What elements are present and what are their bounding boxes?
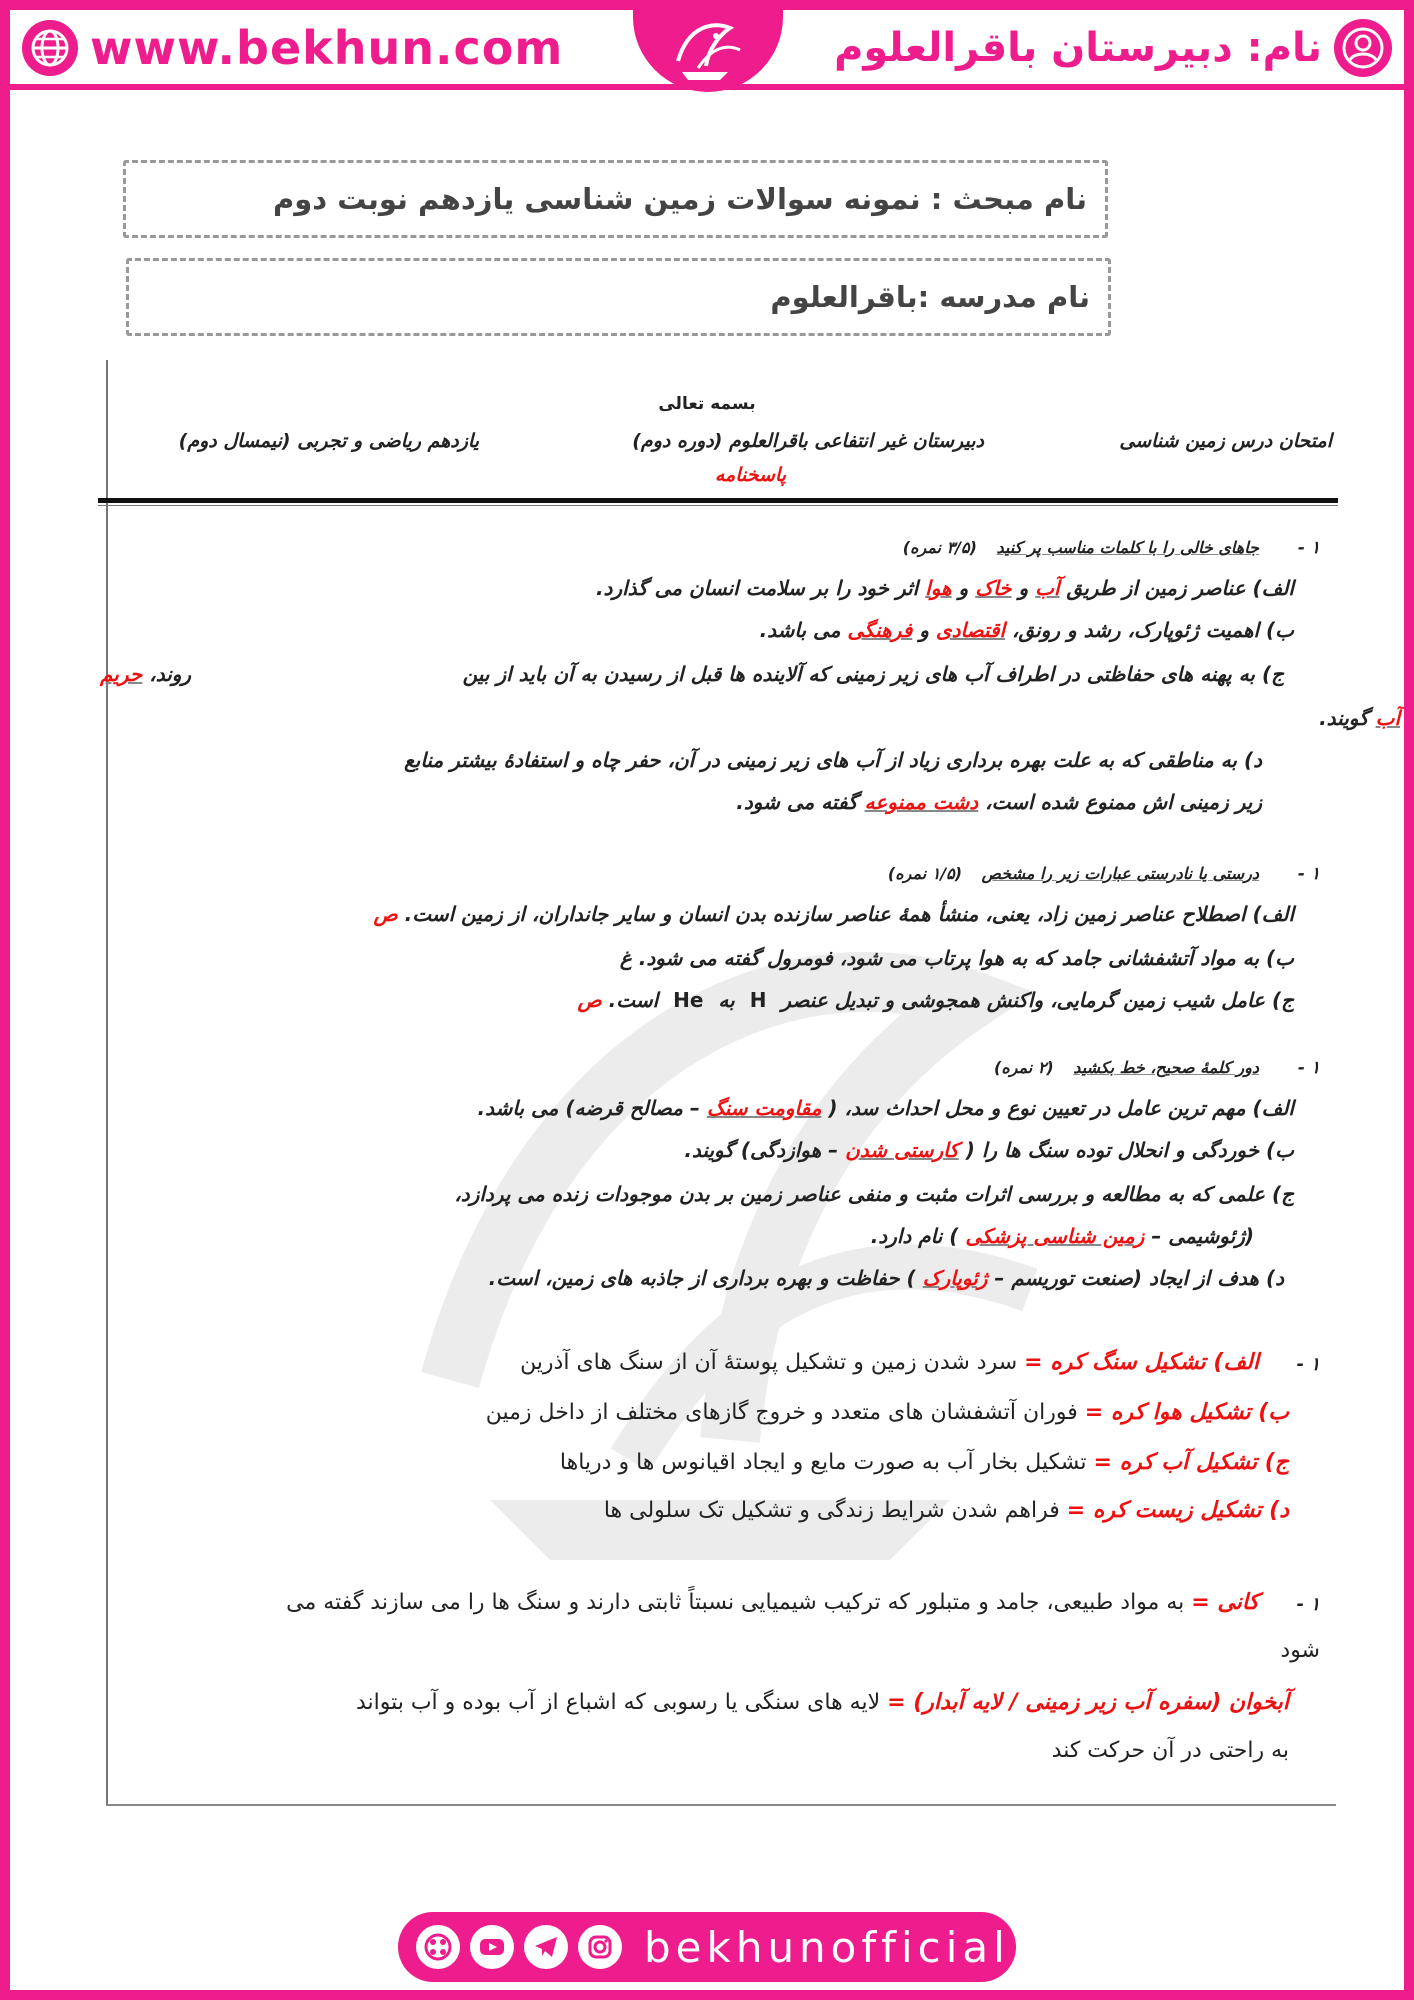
globe-icon bbox=[22, 20, 78, 76]
q1-a-and1: و bbox=[1018, 576, 1029, 600]
youtube-icon[interactable] bbox=[470, 1925, 514, 1969]
q3-a-answer: مقاومت سنگ bbox=[706, 1096, 822, 1120]
site-link[interactable] bbox=[22, 18, 563, 78]
site-url: www.bekhun.com bbox=[90, 21, 564, 75]
q2-c-mid: به bbox=[718, 988, 735, 1012]
instagram-icon[interactable] bbox=[578, 1925, 622, 1969]
q1-c-answer: آب bbox=[1375, 706, 1400, 730]
q1-c-side-answer: حریم bbox=[100, 662, 143, 686]
q1-a-ans2: خاک bbox=[975, 576, 1012, 600]
school-title: نام مدرسه :باقرالعلوم bbox=[770, 280, 1090, 314]
q1-b-and: و bbox=[919, 618, 929, 642]
q1-a bbox=[596, 576, 1294, 600]
q4-a-text: سرد شدن زمین و تشکیل پوستهٔ آن از سنگ های آذرین bbox=[520, 1350, 1018, 1375]
q1-b-ans2: فرهنگی bbox=[847, 618, 913, 642]
q1-c-line1: ج) به پهنه های حفاظتی در اطراف آب های زیر زمینی که آلاینده ها قبل از رسیدن به آن باید از بین bbox=[462, 662, 1284, 686]
q1-d-answer: دشت ممنوعه bbox=[864, 790, 979, 814]
q1-instr-text: جاهای خالی را با کلمات مناسب پر کنید bbox=[996, 538, 1259, 557]
q2-a-text: الف) اصطلاح عناصر زمین زاد، یعنی، منشأ همهٔ عناصر سازنده بدن انسان و سایر جانداران، از زمین است. bbox=[404, 902, 1294, 926]
q5-a-label: کانی = bbox=[1191, 1590, 1259, 1615]
q2-instruction bbox=[888, 864, 1259, 883]
user-icon bbox=[1334, 19, 1392, 77]
q4-d-text: فراهم شدن شرایط زندگی و تشکیل تک سلولی ها bbox=[603, 1498, 1060, 1523]
social-handle: bekhunofficial bbox=[644, 1922, 1010, 1972]
telegram-icon[interactable] bbox=[524, 1925, 568, 1969]
q1-instruction bbox=[903, 538, 1259, 557]
topic-box bbox=[123, 160, 1108, 238]
bismillah: بسمه تعالی bbox=[658, 394, 756, 414]
q3-c-text2: ) نام دارد. bbox=[870, 1224, 959, 1248]
q3-c-line2 bbox=[871, 1224, 1254, 1248]
q4-a-label: الف) تشکیل سنگ کره = bbox=[1024, 1350, 1259, 1375]
q1-c-side bbox=[100, 662, 191, 686]
q4-b bbox=[486, 1400, 1289, 1425]
q1-a-ans1: آب bbox=[1035, 576, 1060, 600]
header-divider-thin bbox=[98, 505, 1338, 506]
name-text: نام: دبیرستان باقرالعلوم bbox=[834, 25, 1322, 71]
exam-school: دبیرستان غیر انتفاعی باقرالعلوم (دوره دوم) bbox=[632, 430, 984, 452]
q3-instr-text: دور کلمهٔ صحیح، خط بکشید bbox=[1073, 1058, 1259, 1077]
q2-a-answer: ص bbox=[373, 902, 398, 926]
q5-a-line2: شود bbox=[1280, 1638, 1320, 1663]
q5-b-line1 bbox=[356, 1690, 1289, 1715]
q2-instr-text: درستی یا نادرستی عبارات زیر را مشخص bbox=[981, 864, 1259, 883]
q3-c-text1: (ژئوشیمی – bbox=[1151, 1224, 1254, 1248]
q4-b-label: ب) تشکیل هوا کره = bbox=[1084, 1400, 1289, 1425]
q2-c-text2: است. bbox=[608, 988, 659, 1012]
q1-d-line2 bbox=[736, 790, 1262, 814]
q1-d-text1: زیر زمینی اش ممنوع شده است، bbox=[985, 790, 1262, 814]
q1-c-end: گویند. bbox=[1319, 706, 1369, 730]
q4-c bbox=[560, 1450, 1289, 1475]
q4-b-text: فوران آتشفشان های متعدد و خروج گازهای مختلف از داخل زمین bbox=[485, 1400, 1078, 1425]
q2-c-text1: ج) عامل شیب زمین گرمایی، واکنش همجوشی و تبدیل عنصر bbox=[781, 988, 1294, 1012]
q5-a-line1 bbox=[286, 1590, 1259, 1615]
q5-b-text1: لایه های سنگی یا رسوبی که اشباع از آب بوده و آب بتواند bbox=[355, 1690, 881, 1715]
q1-a-ans3: هوا bbox=[925, 576, 952, 600]
q3-d-text1: د) هدف از ایجاد (صنعت توریسم – bbox=[994, 1266, 1284, 1290]
school-name-label bbox=[834, 18, 1392, 78]
q1-d-text2: گفته می شود. bbox=[736, 790, 858, 814]
q5-b-label: آبخوان (سفره آب زیر زمینی / لایه آبدار) = bbox=[887, 1690, 1289, 1715]
q3-a-text2: – مصالح قرضه) می باشد. bbox=[477, 1096, 700, 1120]
social-footer bbox=[398, 1912, 1016, 1982]
q2-c-element2: He bbox=[673, 988, 704, 1012]
q1-number: ۱ - bbox=[1297, 538, 1320, 558]
q2-c-element1: H bbox=[749, 988, 767, 1012]
q1-b-text1: ب) اهمیت ژئوپارک، رشد و رونق، bbox=[1012, 618, 1294, 642]
q1-b bbox=[760, 618, 1294, 642]
exam-course: امتحان درس زمین شناسی bbox=[1119, 430, 1332, 452]
q4-number: ۱ - bbox=[1296, 1354, 1320, 1375]
q3-d-answer: ژئوپارک bbox=[922, 1266, 988, 1290]
q4-c-text: تشکیل بخار آب به صورت مایع و ایجاد اقیانوس ها و دریاها bbox=[559, 1450, 1087, 1475]
frame-bottom-line bbox=[106, 1804, 1336, 1806]
q3-c-line1: ج) علمی که به مطالعه و بررسی اثرات مثبت و منفی عناصر زمین بر بدن موجودات زنده می پردازد، bbox=[454, 1182, 1294, 1206]
q3-b-text2: – هوازدگی) گویند. bbox=[684, 1138, 839, 1162]
q3-instruction bbox=[994, 1058, 1259, 1077]
q4-a bbox=[520, 1350, 1259, 1375]
q3-number: ۱ - bbox=[1297, 1058, 1320, 1078]
q1-c-side-text: روند، bbox=[149, 662, 192, 686]
q1-c-line2 bbox=[1319, 706, 1400, 730]
q2-number: ۱ - bbox=[1297, 864, 1320, 884]
q3-d bbox=[489, 1266, 1284, 1290]
answer-sheet-label: پاسخنامه bbox=[714, 464, 786, 486]
q2-a bbox=[373, 902, 1294, 926]
q2-b-answer: غ bbox=[619, 946, 632, 970]
school-box bbox=[126, 258, 1111, 336]
q1-a-text2: اثر خود را بر سلامت انسان می گذارد. bbox=[595, 576, 919, 600]
q3-score: (۲ نمره) bbox=[994, 1058, 1054, 1077]
q3-b-text1: ب) خوردگی و انحلال توده سنگ ها را ( bbox=[965, 1138, 1294, 1162]
q5-a-text1: به مواد طبیعی، جامد و متبلور که ترکیب شیمیایی نسبتاً ثابتی دارند و سنگ ها را می سازند گفته می bbox=[286, 1590, 1185, 1615]
q3-d-text2: ) حفاظت و بهره برداری از جاذبه های زمین، است. bbox=[488, 1266, 916, 1290]
q4-c-label: ج) تشکیل آب کره = bbox=[1093, 1450, 1289, 1475]
q5-number: ۱ - bbox=[1296, 1594, 1320, 1615]
q1-score: (۳/۵ نمره) bbox=[902, 538, 977, 557]
q1-a-text1: الف) عناصر زمین از طریق bbox=[1066, 576, 1294, 600]
q1-a-and2: و bbox=[958, 576, 969, 600]
q4-d-label: د) تشکیل زیست کره = bbox=[1066, 1498, 1289, 1523]
aparat-icon[interactable] bbox=[416, 1925, 460, 1969]
q2-c bbox=[577, 988, 1294, 1012]
q2-b bbox=[620, 946, 1294, 970]
q5-b-line2: به راحتی در آن حرکت کند bbox=[1051, 1738, 1289, 1763]
frame-left-line bbox=[106, 360, 108, 1805]
q1-b-ans1: اقتصادی bbox=[935, 618, 1006, 642]
q3-a bbox=[478, 1096, 1294, 1120]
q3-b-answer: کارستی شدن bbox=[845, 1138, 959, 1162]
q1-d-line1: د) به مناطقی که به علت بهره برداری زیاد از آب های زیر زمینی در آن، حفر چاه و استفادهٔ بیشتر منابع bbox=[404, 748, 1262, 772]
q3-a-text1: الف) مهم ترین عامل در تعیین نوع و محل احداث سد، ( bbox=[828, 1096, 1294, 1120]
q2-b-text: ب) به مواد آتشفشانی جامد که به هوا پرتاب می شود، فومرول گفته می شود. bbox=[638, 946, 1294, 970]
q2-score: (۱/۵ نمره) bbox=[887, 864, 963, 883]
exam-grade: یازدهم ریاضی و تجربی (نیمسال دوم) bbox=[178, 430, 479, 452]
header-divider bbox=[98, 498, 1338, 503]
q3-c-answer: زمین شناسی پزشکی bbox=[965, 1224, 1145, 1248]
topic-title: نام مبحث : نمونه سوالات زمین شناسی یازدهم نوبت دوم bbox=[273, 182, 1087, 216]
q3-b bbox=[684, 1138, 1294, 1162]
q1-b-text2: می باشد. bbox=[759, 618, 841, 642]
q2-c-answer: ص bbox=[577, 988, 602, 1012]
q4-d bbox=[604, 1498, 1289, 1523]
